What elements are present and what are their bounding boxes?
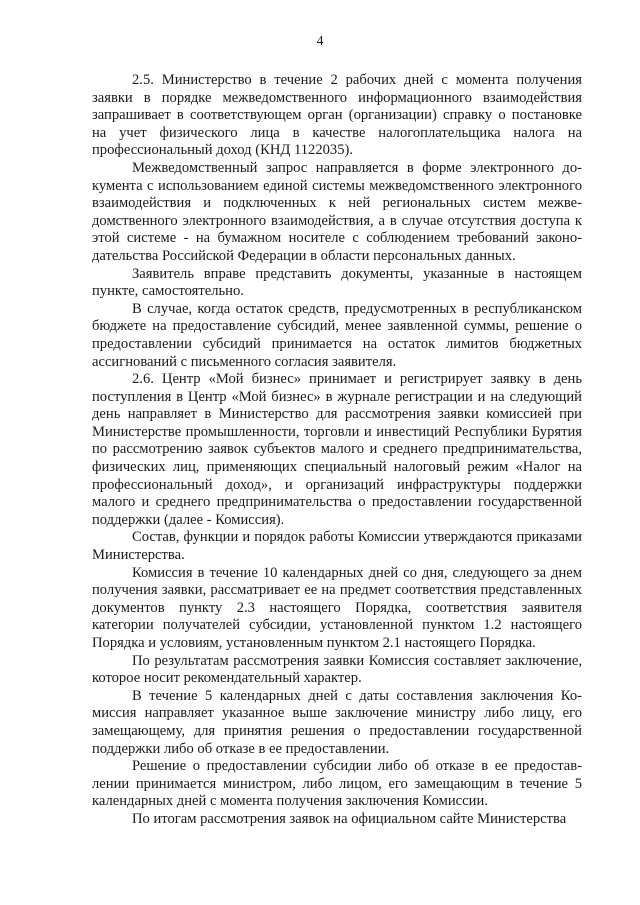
paragraph-decision: Решение о предоставлении субсидии либо об отказе в ее предоставлении принимается министром, либо лицом, его замещающим в течение 5 календарных дней с момента получения заключения Комиссии. — [92, 758, 582, 810]
paragraph-budget-remainder: В случае, когда остаток средств, предусмотренных в республиканском бюджете на предоставление субсидий, менее заявленной суммы, решение о предоставлении субсидий принимается на остаток лимитов бюджетных ассигнований с письменного согласия заявителя. — [92, 300, 582, 370]
paragraph-commission-conclusion: По результатам рассмотрения заявки Комиссия составляет заключение, которое носит рекомендательный характер. — [92, 652, 582, 687]
paragraph-results-publication: По итогам рассмотрения заявок на официальном сайте Министерства — [132, 810, 567, 827]
paragraph-commission-review: Комиссия в течение 10 календарных дней со дня, следующего за днем получения заявки, рассматривает ее на предмет соответствия представленных документов пункту 2.3 настоящего Порядка, соответствия заявителя категории получателей субсидии, установленной пунктом 1.2 настоящего Порядка и условиям, установленным пунктом 2.1 настоящего Порядка. — [92, 564, 582, 651]
paragraph-interagency-request: Межведомственный запрос направляется в форме электронного документа с использованием единой системы межведомственного электронного взаимодействия и подключенных к ней региональных систем межведомственного электронного взаимодействия, а в случае отсутствия доступа к этой системе - на бумажном носителе с соблюдением требований законодательства Российской Федерации в области персональных данных. — [92, 159, 582, 264]
paragraph-commission-composition: Состав, функции и порядок работы Комиссии утверждаются приказами Министерства. — [92, 529, 582, 564]
document-body — [92, 72, 582, 829]
paragraph-2-6: 2.6. Центр «Мой бизнес» принимает и регистрирует заявку в день поступления в Центр «Мой бизнес» в журнале регистрации и на следующий день направляет в Министерство для рассмотрения заявки комиссией при Министерстве промышленности, торговли и инвестиций Республики Бурятия по рассмотрению заявок субъектов малого и среднего предпринимательства, физических лиц, применяющих специальный налоговый режим «Налог на профессиональный доход», и организаций инфраструктуры поддержки малого и среднего предпринимательства о предоставлении государственной поддержки (далее - Комиссия). — [92, 371, 582, 528]
paragraph-conclusion-submission: В течение 5 календарных дней с даты составления заключения Комиссия направляет указанное выше заключение министру либо лицу, его замещающему, для принятия решения о предоставлении государственной поддержки либо об отказе в ее предоставлении. — [92, 687, 582, 757]
paragraph-applicant-right: Заявитель вправе представить документы, указанные в настоящем пункте, самостоятельно. — [92, 265, 582, 300]
paragraph-2-5: 2.5. Министерство в течение 2 рабочих дней с момента получения заявки в порядке межведомственного информационного взаимодействия запрашивает в соответствующем орган (организации) справку о постановке на учет физического лица в качестве налогоплательщика налога на профессиональный доход (КНД 1122035). — [92, 72, 582, 159]
page-number: 4 — [316, 34, 324, 49]
